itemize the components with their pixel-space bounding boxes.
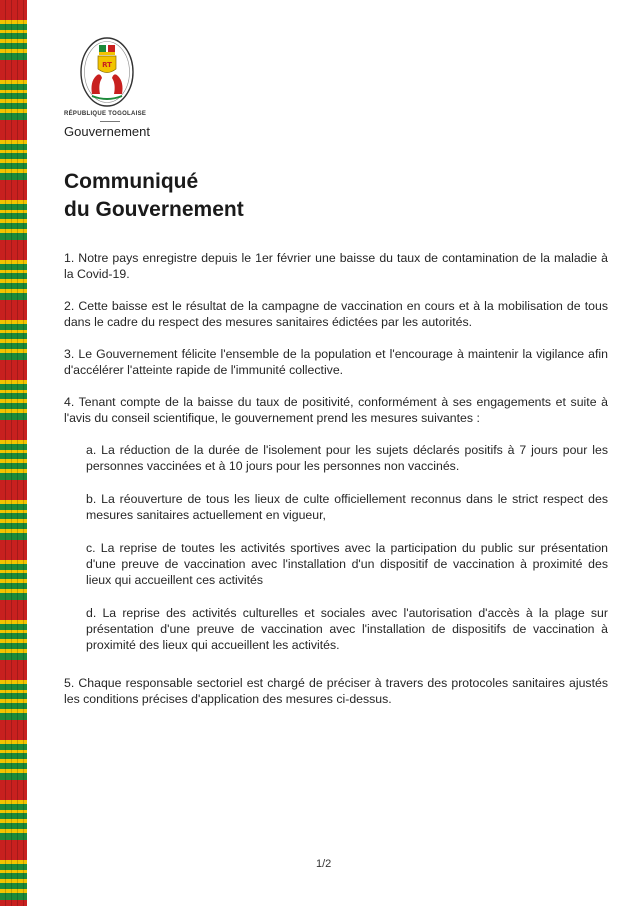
republic-text: RÉPUBLIQUE TOGOLAISE [64,111,147,117]
paragraph-3: 3. Le Gouvernement félicite l'ensemble de la population et l'encourage à maintenir la vigilance afin d'accélérer l'atteinte rapide de l'immunité collective. [64,347,608,377]
title-line-2: du Gouvernement [64,198,244,221]
paragraph-1: 1. Notre pays enregistre depuis le 1er février une baisse du taux de contamination de la maladie à la Covid-19. [64,251,608,281]
paragraph-4: 4. Tenant compte de la baisse du taux de positivité, conformément à ses engagements et suite à l'avis du conseil scientifique, le gouvernement prend les mesures suivantes : [64,395,608,425]
svg-text:RT: RT [102,61,112,69]
measure-d: d. La reprise des activités culturelles et sociales avec l'autorisation d'accès à la plage sur présentation d'une preuve de vaccination avec l'installation de dispositifs de vaccination à proximité des lieux qui accueillent les activités. [86,606,608,652]
title-line-1: Communiqué [64,170,199,193]
measure-c: c. La reprise de toutes les activités sportives avec la participation du public sur présentation d'une preuve de vaccination avec l'installation d'un dispositif de vaccination à proximité des lieux qui accueillent ces activités [86,541,608,587]
government-label: Gouvernement [64,124,150,139]
page-title [64,168,244,224]
page-number: 1/2 [316,858,332,870]
paragraph-2: 2. Cette baisse est le résultat de la campagne de vaccination en cours et à la mobilisation de tous dans le cadre du respect des mesures sanitaires édictées par les autorités. [64,299,608,329]
coat-of-arms-icon [78,36,136,112]
measure-b: b. La réouverture de tous les lieux de culte officiellement reconnus dans le strict respect des mesures sanitaires actuellement en vigueur, [86,492,608,522]
communique-body [64,250,608,723]
header-divider [100,121,120,122]
paragraph-5: 5. Chaque responsable sectoriel est chargé de préciser à travers des protocoles sanitaires ajustés les conditions précises d'application des mesures ci-dessus. [64,676,608,706]
measure-a: a. La réduction de la durée de l'isolement pour les sujets déclarés positifs à 7 jours pour les personnes vaccinées et à 10 jours pour les personnes non vaccinés. [86,443,608,473]
flag-stripe-border [0,0,27,906]
